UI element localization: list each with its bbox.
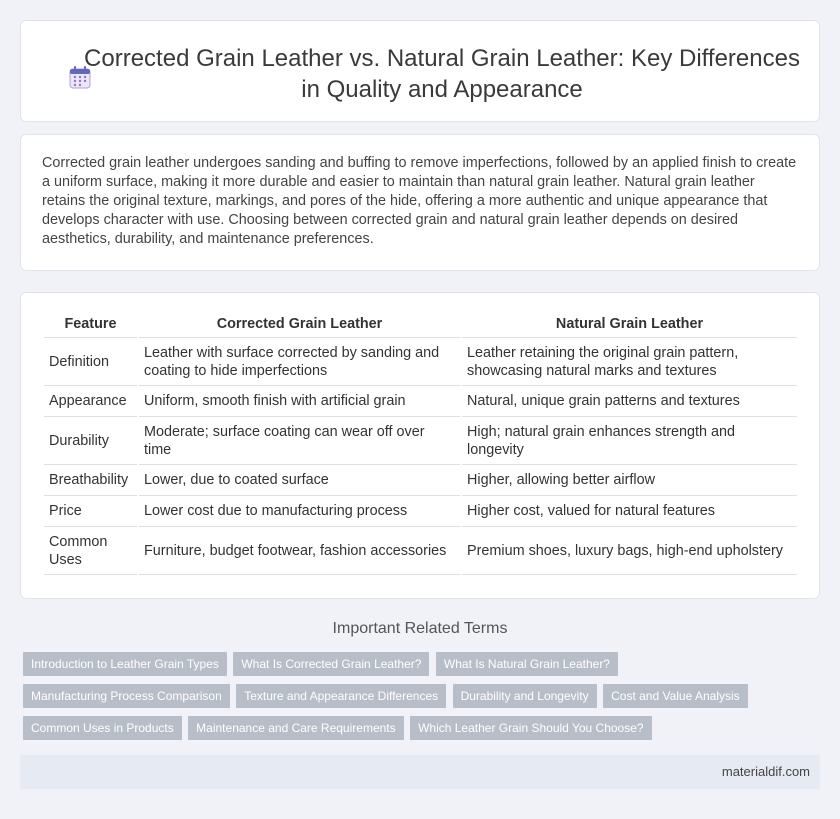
table-row	[44, 338, 797, 386]
row-natural: High; natural grain enhances strength and longevity	[462, 417, 797, 465]
row-feature: Durability	[44, 417, 137, 465]
related-terms-tags	[23, 652, 783, 748]
row-corrected: Lower, due to coated surface	[139, 465, 460, 496]
row-corrected: Lower cost due to manufacturing process	[139, 496, 460, 527]
tag-cost-value-analysis[interactable]: Cost and Value Analysis	[603, 684, 748, 708]
header-feature: Feature	[44, 311, 137, 338]
table-header-row	[44, 311, 797, 338]
intro-card	[20, 134, 820, 271]
table-row	[44, 496, 797, 527]
row-natural: Leather retaining the original grain pattern, showcasing natural marks and textures	[462, 338, 797, 386]
related-terms-heading: Important Related Terms	[332, 620, 508, 637]
row-feature: Definition	[44, 338, 137, 386]
comparison-table-card	[20, 292, 820, 599]
row-natural: Higher, allowing better airflow	[462, 465, 797, 496]
header-corrected-grain: Corrected Grain Leather	[139, 311, 460, 338]
row-natural: Premium shoes, luxury bags, high-end upholstery	[462, 527, 797, 575]
tag-maintenance-care[interactable]: Maintenance and Care Requirements	[188, 716, 403, 740]
header-natural-grain: Natural Grain Leather	[462, 311, 797, 338]
row-feature: Common Uses	[44, 527, 137, 575]
footer-site-link[interactable]: materialdif.com	[721, 764, 810, 779]
row-feature: Price	[44, 496, 137, 527]
row-corrected: Uniform, smooth finish with artificial grain	[139, 386, 460, 417]
title-card	[20, 20, 820, 122]
tag-introduction-leather-grain-types[interactable]: Introduction to Leather Grain Types	[23, 652, 227, 676]
tag-common-uses-products[interactable]: Common Uses in Products	[23, 716, 182, 740]
comparison-table	[42, 311, 799, 575]
table-row	[44, 417, 797, 465]
tag-durability-longevity[interactable]: Durability and Longevity	[453, 684, 597, 708]
footer	[20, 755, 820, 789]
tag-what-is-corrected-grain[interactable]: What Is Corrected Grain Leather?	[233, 652, 429, 676]
tag-what-is-natural-grain[interactable]: What Is Natural Grain Leather?	[436, 652, 618, 676]
row-feature: Breathability	[44, 465, 137, 496]
row-corrected: Leather with surface corrected by sanding and coating to hide imperfections	[139, 338, 460, 386]
tag-texture-appearance-differences[interactable]: Texture and Appearance Differences	[236, 684, 446, 708]
page-title: Corrected Grain Leather vs. Natural Grain Leather: Key Differences in Quality and Appearance	[84, 45, 800, 103]
table-row	[44, 527, 797, 575]
tag-which-leather-grain[interactable]: Which Leather Grain Should You Choose?	[410, 716, 652, 740]
row-feature: Appearance	[44, 386, 137, 417]
row-natural: Higher cost, valued for natural features	[462, 496, 797, 527]
tag-manufacturing-process-comparison[interactable]: Manufacturing Process Comparison	[23, 684, 230, 708]
row-natural: Natural, unique grain patterns and textures	[462, 386, 797, 417]
table-row	[44, 465, 797, 496]
row-corrected: Moderate; surface coating can wear off over time	[139, 417, 460, 465]
table-row	[44, 386, 797, 417]
intro-paragraph: Corrected grain leather undergoes sanding and buffing to remove imperfections, followed by an applied finish to create a uniform surface, making it more durable and easier to maintain than natural grain leather. Natural grain leather retains the original texture, markings, and pores of the hide, offering a more authentic and unique appearance that develops character with use. Choosing between corrected grain and natural grain leather depends on desired aesthetics, durability, and maintenance preferences.	[42, 155, 797, 247]
row-corrected: Furniture, budget footwear, fashion accessories	[139, 527, 460, 575]
